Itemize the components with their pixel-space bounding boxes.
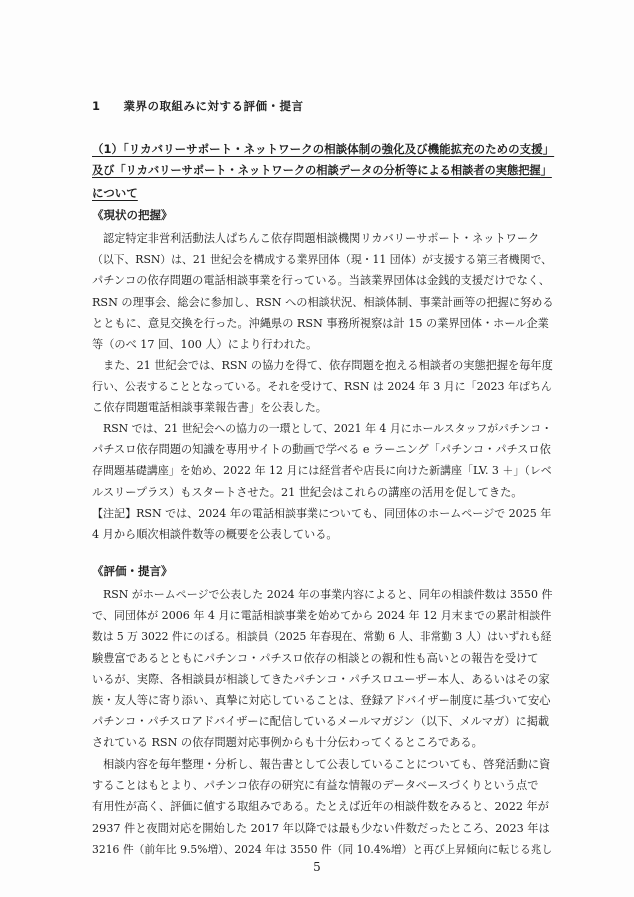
text-line: とともに、意見交換を行った。沖縄県の RSN 事務所視察は計 15 の業界団体・ホール企業 [92, 316, 549, 330]
text-line: パチンコ・パチスロアドバイザーに配信しているメールマガジン（以下、メルマガ）に掲載 [92, 715, 550, 729]
text-line: 4 月から順次相談件数等の概要を公表している。 [92, 528, 338, 542]
current-state-paragraph [92, 355, 554, 419]
text-line: 行い、公表することとなっている。それを受けて、RSN は 2024 年 3 月に「2023 年ぱちん [92, 380, 552, 394]
subheading-line: （1）「リカバリーサポート・ネットワークの相談体制の強化及び機能拡充のための支援」 [92, 142, 555, 156]
text-line: いるが、実際、各相談員が相談してきたパチンコ・パチスロユーザー本人、あるいはその家 [92, 672, 550, 686]
text-line: 存問題基礎講座」を始め、2022 年 12 月には経営者や店長に向けた新講座「LV. 3 ＋」（レベ [92, 464, 552, 478]
text-line: で、同団体が 2006 年 4 月に電話相談事業を始めてから 2024 年 12 月末までの累計相談件 [92, 609, 552, 623]
text-line: RSN の理事会、総会に参加し、RSN への相談状況、相談体制、事業計画等の把握に努める [92, 295, 554, 309]
subheading-line: 及び「リカバリーサポート・ネットワークの相談データの分析等による相談者の実態把握」 [92, 164, 552, 177]
current-state-paragraph [92, 418, 554, 503]
evaluation-paragraph [92, 584, 554, 754]
current-state-paragraph [92, 228, 554, 355]
text-line: RSN がホームページで公表した 2024 年の事業内容によると、同年の相談件数は 3550 件 [103, 588, 553, 601]
note-paragraph [92, 503, 554, 545]
text-line: 2937 件と夜間対応を開始した 2017 年以降では最も少ない件数だったところ、2023 年は [92, 821, 550, 835]
text-line: 験豊富であるとともにパチンコ・パチスロ依存の相談との親和性も高いとの報告を受けて [92, 651, 539, 665]
text-line: 数は 5 万 3022 件にのぼる。相談員（2025 年春現在、常勤 6 人、非常勤 3 人）はいずれも経 [92, 630, 552, 644]
text-line: されている RSN の依存問題対応事例からも十分伝わってくるところである。 [92, 736, 483, 750]
text-line: パチスロ依存問題の知識を専用サイトの動画で学べる e ラーニング「パチンコ・パチスロ依 [92, 443, 551, 457]
text-line: 族・友人等に寄り添い、真摯に対応していることは、登録アドバイザー制度に基づいて安心 [92, 694, 551, 708]
evaluation-heading: 《評価・提言》 [92, 564, 173, 578]
text-line: 有用性が高く、評価に値する取組みである。たとえば近年の相談件数をみると、2022 年が [92, 800, 549, 814]
section-title: 業界の取組みに対する評価・提言 [123, 99, 304, 113]
text-line: また、21 世紀会では、RSN の協力を得て、依存問題を抱える相談者の実態把握を毎年度 [103, 359, 553, 372]
text-line: 【注記】RSN では、2024 年の電話相談事業についても、同団体のホームページで 2025 年 [92, 507, 552, 520]
text-line: することはもとより、パチンコ依存の研究に有益な情報のデータベースづくりという点で [92, 779, 539, 793]
text-line: 3216 件（前年比 9.5%増）、2024 年は 3550 件（同 10.4%増）と再び上昇傾向に転じる兆し [92, 842, 553, 856]
text-line: RSN では、21 世紀会への協力の一環として、2021 年 4 月にホールスタッフがパチンコ・ [103, 422, 553, 435]
text-line: ルスリープラス）もスタートさせた。21 世紀会はこれらの講座の活用を促してきた。 [92, 485, 523, 499]
subheading-line: について [92, 186, 138, 200]
section-number: 1 [92, 99, 101, 113]
text-line: 等（のべ 17 回、100 人）により行われた。 [92, 338, 318, 352]
text-line: こ依存問題電話相談事業報告書」を公表した。 [92, 401, 327, 415]
current-state-heading: 《現状の把握》 [92, 208, 173, 222]
text-line: （以下、RSN）は、21 世紀会を構成する業界団体（現・11 団体）が支援する第三者機関で、 [92, 253, 552, 267]
section-heading [92, 98, 304, 114]
text-line: パチンコの依存問題の電話相談事業を行っている。当該業界団体は金銭的支援だけでなく、 [92, 274, 550, 288]
subheading [92, 138, 554, 204]
evaluation-paragraph [92, 754, 554, 860]
text-line: 認定特定非営利活動法人ぱちんこ依存問題相談機関リカバリーサポート・ネットワーク [103, 232, 540, 245]
text-line: 相談内容を毎年整理・分析し、報告書として公表していることについても、啓発活動に資 [103, 758, 551, 771]
page-number: 5 [313, 860, 321, 874]
